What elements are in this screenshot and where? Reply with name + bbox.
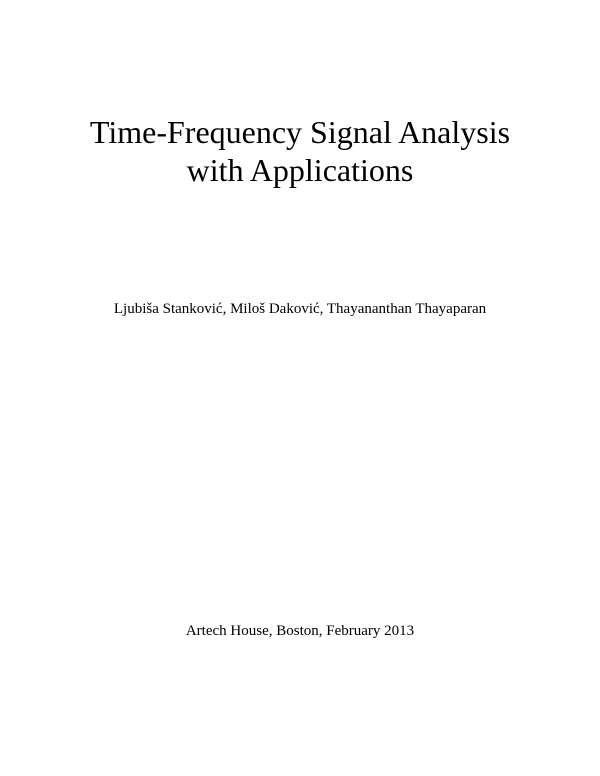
author-list: Ljubiša Stanković, Miloš Daković, Thayananthan Thayaparan bbox=[113, 301, 487, 317]
publisher-info: Artech House, Boston, February 2013 bbox=[185, 623, 415, 639]
book-title-line-1: Time-Frequency Signal Analysis bbox=[89, 114, 511, 150]
book-title bbox=[0, 113, 600, 189]
book-title-line-2: with Applications bbox=[186, 152, 414, 188]
